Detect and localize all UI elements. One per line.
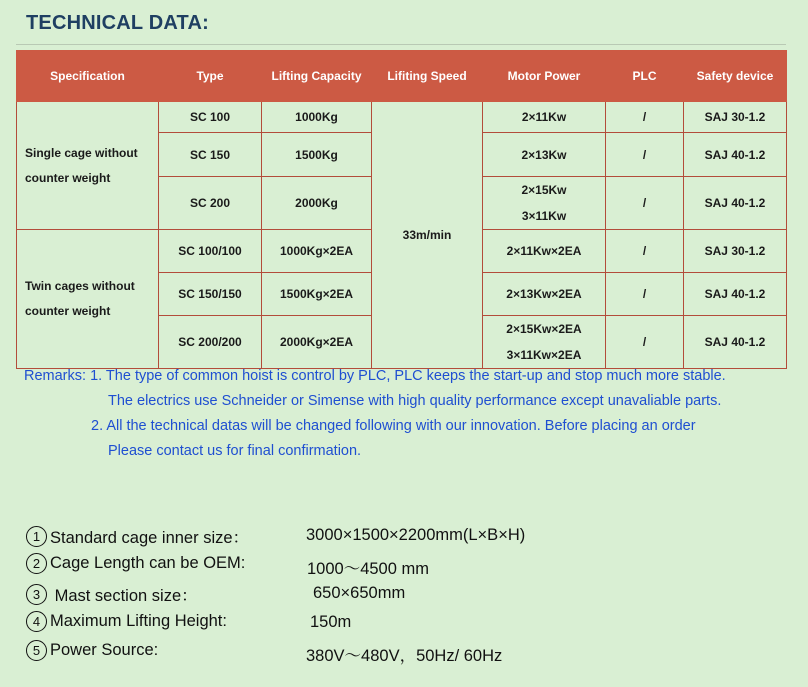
technical-data-table	[16, 50, 787, 369]
plc-cell: /	[606, 230, 684, 273]
motor-line: 2×15Kw×2EA	[506, 322, 582, 336]
specification-label-line: Twin cages without	[25, 279, 135, 293]
parameter-value: 650×650mm	[313, 584, 406, 602]
specification-label-line: Single cage without	[25, 145, 138, 160]
parameter-list	[26, 524, 526, 669]
table-header-row	[17, 51, 787, 102]
parameter-label: Cage Length can be OEM:	[50, 554, 246, 572]
plc-cell: /	[606, 316, 684, 369]
type-cell: SC 150/150	[159, 273, 262, 316]
parameter-row	[26, 524, 526, 553]
motor-cell	[483, 273, 606, 316]
safety-cell: SAJ 40-1.2	[684, 133, 787, 177]
header-lifting-speed: Lifiting Speed	[372, 51, 483, 102]
safety-cell: SAJ 40-1.2	[684, 273, 787, 316]
header-lifting-capacity: Lifting Capacity	[262, 51, 372, 102]
plc-cell: /	[606, 273, 684, 316]
capacity-cell: 1500Kg	[262, 133, 372, 177]
capacity-cell: 2000Kg	[262, 177, 372, 230]
circled-number: 4	[26, 611, 47, 632]
parameter-value: 380V～480V，50Hz/ 60Hz	[306, 647, 503, 665]
parameter-label: Mast section size：	[50, 587, 198, 605]
header-specification: Specification	[17, 51, 159, 102]
motor-cell	[483, 102, 606, 133]
motor-line: 2×13Kw	[521, 147, 567, 162]
circled-number: 5	[26, 640, 47, 661]
type-cell: SC 100/100	[159, 230, 262, 273]
parameter-label: Power Source:	[50, 641, 159, 659]
parameter-row	[26, 553, 429, 582]
circled-number: 3	[26, 584, 47, 605]
motor-line: 2×13Kw×2EA	[506, 287, 582, 301]
capacity-cell: 1000Kg	[262, 102, 372, 133]
specification-label-line: counter weight	[25, 170, 111, 185]
remark-line: Please contact us for final confirmation.	[108, 443, 362, 459]
page-title: TECHNICAL DATA:	[26, 12, 209, 34]
remark-line: The electrics use Schneider or Simense with high quality performance except unavaliable parts.	[108, 393, 722, 409]
lifting-speed-cell: 33m/min	[372, 102, 483, 369]
parameter-label: Standard cage inner size：	[50, 529, 250, 547]
type-cell: SC 150	[159, 133, 262, 177]
title-divider	[16, 44, 786, 45]
motor-cell	[483, 230, 606, 273]
circled-number: 2	[26, 553, 47, 574]
header-safety-device: Safety device	[684, 51, 787, 102]
remark-line: 2. All the technical datas will be changed following with our innovation. Before placing an order	[91, 418, 696, 434]
parameter-row	[26, 582, 406, 611]
table-row	[17, 102, 787, 133]
motor-cell	[483, 133, 606, 177]
plc-cell: /	[606, 177, 684, 230]
motor-cell	[483, 316, 606, 369]
plc-cell: /	[606, 133, 684, 177]
plc-cell: /	[606, 102, 684, 133]
header-plc: PLC	[606, 51, 684, 102]
header-type: Type	[159, 51, 262, 102]
remarks-block	[24, 364, 726, 464]
specification-cell	[17, 102, 159, 230]
parameter-value: 1000～4500 mm	[307, 560, 429, 578]
motor-line: 2×15Kw	[521, 183, 567, 197]
capacity-cell: 1500Kg×2EA	[262, 273, 372, 316]
type-cell: SC 200	[159, 177, 262, 230]
type-cell: SC 100	[159, 102, 262, 133]
motor-line: 3×11Kw×2EA	[506, 348, 582, 362]
safety-cell: SAJ 30-1.2	[684, 102, 787, 133]
capacity-cell: 1000Kg×2EA	[262, 230, 372, 273]
parameter-value: 150m	[310, 613, 352, 631]
specification-label-line: counter weight	[25, 304, 111, 318]
capacity-cell: 2000Kg×2EA	[262, 316, 372, 369]
motor-line: 2×11Kw	[521, 110, 567, 124]
header-motor-power: Motor Power	[483, 51, 606, 102]
type-cell: SC 200/200	[159, 316, 262, 369]
parameter-label: Maximum Lifting Height:	[50, 612, 227, 630]
remark-line: Remarks: 1. The type of common hoist is control by PLC, PLC keeps the start-up and stop much more stable.	[24, 368, 726, 384]
safety-cell: SAJ 30-1.2	[684, 230, 787, 273]
parameter-row	[26, 640, 503, 669]
safety-cell: SAJ 40-1.2	[684, 177, 787, 230]
safety-cell: SAJ 40-1.2	[684, 316, 787, 369]
motor-line: 2×11Kw×2EA	[506, 244, 582, 258]
specification-cell	[17, 230, 159, 369]
motor-line: 3×11Kw	[521, 209, 567, 223]
motor-cell	[483, 177, 606, 230]
parameter-row	[26, 611, 352, 640]
circled-number: 1	[26, 526, 47, 547]
parameter-value: 3000×1500×2200mm(L×B×H)	[306, 526, 526, 544]
